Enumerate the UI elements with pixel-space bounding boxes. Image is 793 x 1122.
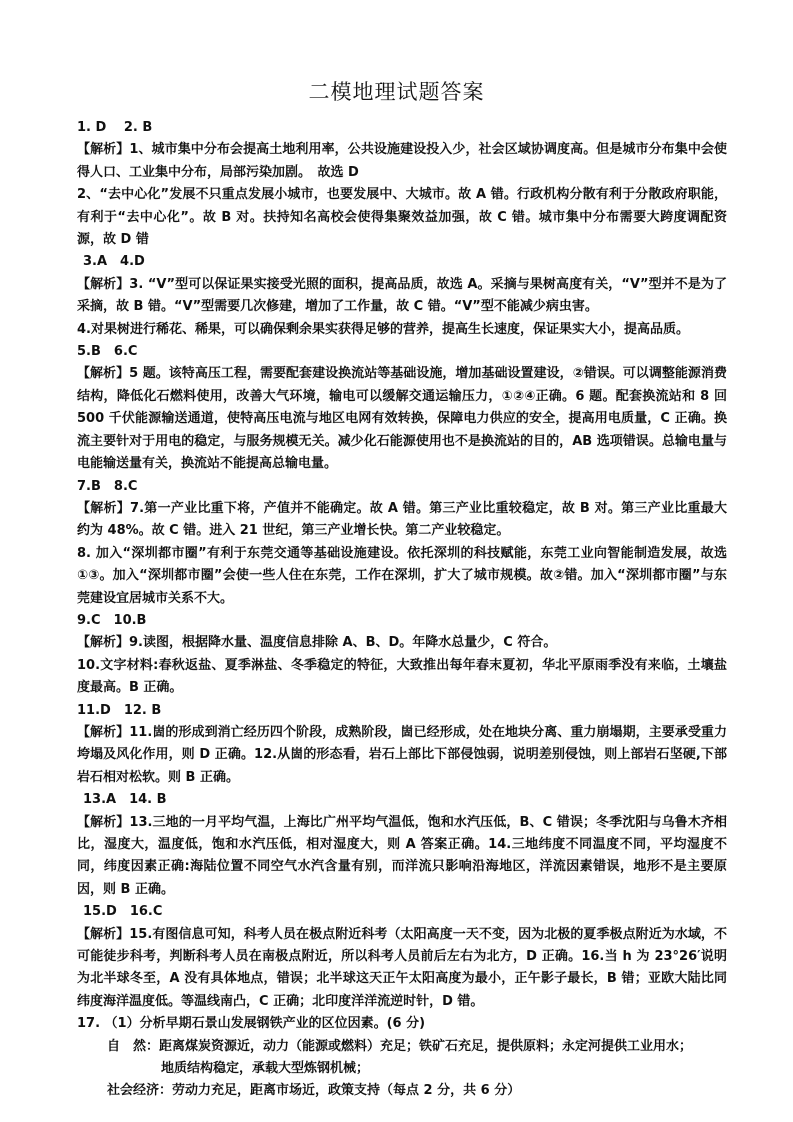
analysis-paragraph: 【解析】9.读图，根据降水量、温度信息排除 A、B、D。年降水总量少，C 符合。 — [77, 635, 557, 651]
answer-line: 3.A 4.D — [83, 254, 145, 270]
answer-point: 社会经济：劳动力充足，距离市场近，政策支持（每点 2 分，共 6 分） — [107, 1083, 521, 1099]
answer-line: 13.A 14. B — [83, 792, 167, 808]
answer-line: 9.C 10.B — [77, 612, 147, 628]
answer-line: 1. D 2. B — [77, 120, 153, 135]
answer-point: 自 然：距离煤炭资源近，动力（能源或燃料）充足；铁矿石充足，提供原料；永定河提供工业用水； — [107, 1038, 693, 1054]
answer-content — [77, 117, 727, 1103]
answer-line: 11.D 12. B — [77, 702, 162, 718]
analysis-paragraph: 【解析】15.有图信息可知，科考人员在极点附近科考（太阳高度一天不变，因为北极的夏季极点附近为水域，不可能徒步科考，判断科考人员在南极点附近，所以科考人员前后左右为北方，D 正确。16.当 h 为 23°26′说明为北半球冬至，A 没有具体地点，错误；北半球这天正午太阳高度为最小，正午影子最长，B 错；亚欧大陆比同纬度海洋温度低。等温线南凸，C 正确；北印度洋洋流逆时针，D 错。 — [77, 926, 727, 1009]
answer-point: 地质结构稳定，承载大型炼钢机械； — [161, 1061, 370, 1077]
answer-line: 15.D 16.C — [83, 904, 163, 920]
analysis-paragraph: 4.对果树进行稀花、稀果，可以确保剩余果实获得足够的营养，提高生长速度，保证果实大小，提高品质。 — [77, 321, 689, 337]
analysis-paragraph: 2、“去中心化”发展不只重点发展小城市，也要发展中、大城市。故 A 错。行政机构分散有利于分散政府职能，有利于“去中心化”。故 B 对。扶持知名高校会使得集聚效益加强，故 C 错。城市集中分布需要大跨度调配资源，故 D 错 — [77, 187, 727, 248]
answer-line: 5.B 6.C — [77, 344, 138, 360]
answer-line: 7.B 8.C — [77, 478, 138, 494]
analysis-paragraph: 【解析】1、城市集中分布会提高土地利用率，公共设施建设投入少，社会区域协调度高。但是城市分布集中会使得人口、工业集中分布，局部污染加剧。 故选 D — [77, 142, 727, 180]
analysis-paragraph: 8. 加入“深圳都市圈”有利于东莞交通等基础设施建设。依托深圳的科技赋能，东莞工业向智能制造发展，故选①③。加入“深圳都市圈”会使一些人住在东莞，工作在深圳，扩大了城市规模。故②错。加入“深圳都市圈”与东莞建设宜居城市关系不大。 — [77, 545, 727, 606]
analysis-paragraph: 【解析】13.三地的一月平均气温，上海比广州平均气温低，饱和水汽压低，B、C 错误；冬季沈阳与乌鲁木齐相比，湿度大，温度低，饱和水汽压低，相对湿度大，则 A 答案正确。14.三地纬度不同温度不同，平均湿度不同，纬度因素正确:海陆位置不同空气水汽含量有别，而洋流只影响沿海地区，洋流因素错误，地形不是主要原因，则 B 正确。 — [77, 814, 727, 897]
question-line: 17. （1）分析早期石景山发展钢铁产业的区位因素。(6 分) — [77, 1016, 426, 1032]
analysis-paragraph: 【解析】5 题。该特高压工程，需要配套建设换流站等基础设施，增加基础设置建设，②错误。可以调整能源消费结构，降低化石燃料使用，改善大气环境，输电可以缓解交通运输压力，①②④正确。6 题。配套换流站和 8 回 500 千伏能源输送通道，使特高压电流与地区电网有效转换，保障电力供应的安全，提高用电质量，C 正确。换流主要针对于用电的稳定，与服务规模无关。减少化石能源使用也不是换流站的目的，AB 选项错误。总输电量与电能输送量有关，换流站不能提高总输电量。 — [77, 366, 727, 472]
analysis-paragraph: 【解析】3. “V”型可以保证果实接受光照的面积，提高品质，故选 A。采摘与果树高度有关，“V”型并不是为了采摘，故 B 错。“V”型需要几次修建，增加了工作量，故 C 错。“V”型不能减少病虫害。 — [77, 276, 727, 315]
analysis-paragraph: 10.文字材料:春秋返盐、夏季淋盐、冬季稳定的特征，大致推出每年春末夏初，华北平原雨季没有来临，土壤盐度最高。B 正确。 — [77, 657, 727, 696]
analysis-paragraph: 【解析】7.第一产业比重下将，产值并不能确定。故 A 错。第三产业比重较稳定，故 B 对。第三产业比重最大约为 48%。故 C 错。进入 21 世纪，第三产业增长快。第二产业较稳定。 — [77, 500, 727, 539]
analysis-paragraph: 【解析】11.崮的形成到消亡经历四个阶段，成熟阶段，崮已经形成，处在地块分离、重力崩塌期，主要承受重力垮塌及风化作用，则 D 正确。12.从崮的形态看，岩石上部比下部侵蚀弱，说明差别侵蚀，则上部岩石坚硬,下部岩石相对松软。则 B 正确。 — [77, 724, 727, 785]
page-title: 二模地理试题答案 — [308, 80, 485, 104]
